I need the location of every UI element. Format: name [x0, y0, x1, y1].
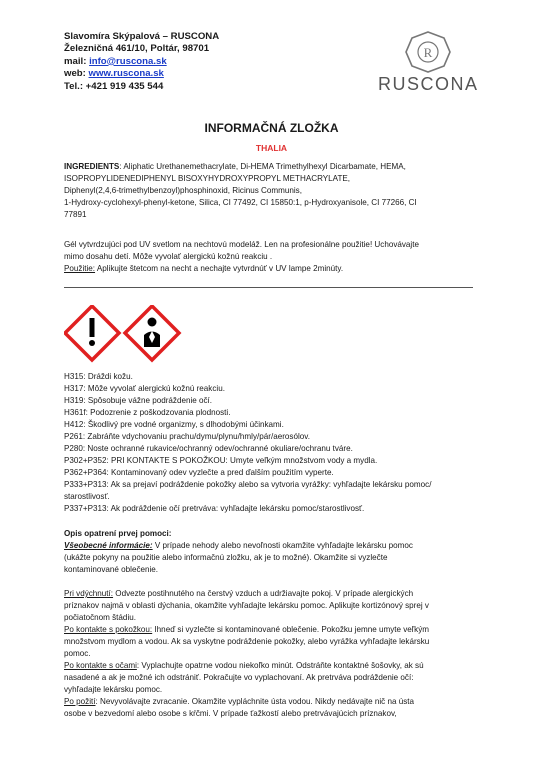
- company-name: Slavomíra Skýpalová – RUSCONA: [64, 31, 220, 42]
- page-title: INFORMAČNÁ ZLOŽKA: [204, 121, 339, 135]
- ingredients-section: [64, 161, 484, 221]
- first-aid-heading: Opis opatrení prvej pomoci:: [64, 529, 172, 538]
- hazard-line: H412: Škodlivý pre vodné organizmy, s dlhodobými účinkami.: [64, 420, 284, 429]
- description-section: [64, 239, 484, 275]
- hazard-statements: [64, 371, 504, 515]
- ingestion-label: Po požití: [64, 697, 96, 706]
- first-aid-text: príznakov najmä v oblasti dýchania, okamžite vyhľadajte lekársku pomoc. Aplikujte kortizónový sprej v: [64, 601, 429, 610]
- contact-block: [64, 31, 219, 93]
- hazard-line: H319: Spôsobuje vážne podráždenie očí.: [64, 396, 213, 405]
- svg-text:R: R: [423, 45, 433, 60]
- first-aid-text: vyhľadajte lekársku pomoc.: [64, 685, 163, 694]
- first-aid-text: pomoc.: [64, 649, 91, 658]
- ingredients-line: ISOPROPYLIDENEDIPHENYL BISOXYHYDROXYPROPYL METHACRYLATE,: [64, 174, 351, 183]
- hazard-line: P333+P313: Ak sa prejaví podráždenie pokožky alebo sa vytvoria vyrážky: vyhľadajte lekársku pomoc/: [64, 480, 432, 489]
- first-aid-text: nasadené a ak je možné ich odstrániť. Pokračujte vo vyplachovaní. Ak pretrváva podráždenie očí:: [64, 673, 414, 682]
- first-aid-text: množstvom mydlom a vodou. Ak sa vyskytne podráždenie pokožky, alebo vyrážka vyhľadajte lekársku: [64, 637, 430, 646]
- inhalation-label: Pri vdýchnutí:: [64, 589, 114, 598]
- mail-link[interactable]: info@ruscona.sk: [89, 55, 167, 67]
- company-address: Železničná 461/10, Poltár, 98701: [64, 43, 210, 55]
- web-link[interactable]: www.ruscona.sk: [88, 68, 164, 80]
- hazard-line: P302+P352: PRI KONTAKTE S POKOŽKOU: Umyte veľkým množstvom vody a mydla.: [64, 456, 378, 465]
- usage-text: Aplikujte štetcom na necht a nechajte vytvrdnúť v UV lampe 2minúty.: [95, 264, 344, 273]
- ingredients-line: Diphenyl(2,4,6-trimethylbenzoyl)phosphinoxid, Ricinus Communis,: [64, 186, 302, 195]
- skin-contact-label: Po kontakte s pokožkou:: [64, 625, 153, 634]
- first-aid-text: kontaminované oblečenie.: [64, 565, 159, 574]
- first-aid-text: Odvezte postihnutého na čerstvý vzduch a udržiavajte pokoj. V prípade alergických: [113, 589, 414, 598]
- first-aid-text: počiatočnom štádiu.: [64, 613, 136, 622]
- ingredients-label: INGREDIENTS: [64, 162, 120, 171]
- ingredients-line: 77891: [64, 210, 87, 219]
- eye-contact-label: Po kontakte s očami: [64, 661, 137, 670]
- hazard-line: H317: Môže vyvolať alergickú kožnú reakciu.: [64, 384, 225, 393]
- phone-line: Tel.: +421 919 435 544: [64, 80, 164, 92]
- hazard-line: H315: Dráždi kožu.: [64, 372, 133, 381]
- hazard-line: P362+P364: Kontaminovaný odev vyzlečte a pred ďalším použitím vyperte.: [64, 468, 334, 477]
- mail-line: [64, 56, 219, 68]
- first-aid-text: Ihneď si vyzlečte si kontaminované oblečenie. Pokožku jemne umyte veľkým: [152, 625, 429, 634]
- product-name: THALIA: [255, 143, 288, 153]
- general-info-label: Všeobecné informácie:: [64, 541, 153, 550]
- web-label: web:: [64, 68, 86, 80]
- description-line: mimo dosahu detí. Môže vyvolať alergickú kožnú reakciu .: [64, 252, 273, 261]
- first-aid-text: : Nevyvolávajte zvracanie. Okamžite vypláchnite ústa vodou. Nikdy nedávajte nič na ústa: [95, 697, 415, 706]
- logo-wordmark: RUSCONA: [378, 74, 479, 94]
- ingredients-line: : Aliphatic Urethanemethacrylate, Di-HEMA Trimethylhexyl Dicarbamate, HEMA,: [119, 162, 406, 171]
- ingredients-line: 1-Hydroxy-cyclohexyl-phenyl-ketone, Silica, CI 77492, CI 15850:1, p-Hydroxyanisole, CI 77266, CI: [64, 198, 417, 207]
- first-aid-text: : Vyplachujte opatrne vodou niekoľko minút. Odstráňte kontaktné šošovky, ak sú: [136, 661, 424, 670]
- web-line: [64, 68, 219, 80]
- divider: [64, 287, 473, 288]
- logo-emblem-icon: [378, 30, 478, 74]
- hazard-line: P261: Zabráňte vdychovaniu prachu/dymu/plynu/hmly/pár/aerosólov.: [64, 432, 310, 441]
- first-aid-text: osobe v bezvedomí alebo osobe s kŕčmi. V prípade ťažkostí alebo pretrvávajúcich príznakov,: [64, 709, 397, 718]
- mail-label: mail:: [64, 55, 87, 67]
- first-aid-text: V prípade nehody alebo nevoľnosti okamžite vyhľadajte lekársku pomoc: [152, 541, 413, 550]
- first-aid-section: [64, 528, 504, 720]
- first-aid-text: (ukážte pokyny na použitie alebo informačnú zložku, ak je to možné). Okamžite si vyzlečte: [64, 553, 388, 562]
- hazard-line: starostlivosť.: [64, 492, 110, 501]
- description-line: Gél vytvrdzujúci pod UV svetlom na nechtovú modeláž. Len na profesionálne použitie! Uchovávajte: [64, 240, 419, 249]
- hazard-line: P280: Noste ochranné rukavice/ochranný odev/ochranné okuliare/ochranu tváre.: [64, 444, 353, 453]
- usage-label: Použitie:: [64, 264, 96, 273]
- ruscona-logo: [378, 30, 478, 102]
- hazard-line: H361f: Podozrenie z poškodzovania plodnosti.: [64, 408, 231, 417]
- hazard-line: P337+P313: Ak podráždenie očí pretrváva: vyhľadajte lekársku pomoc/starostlivosť.: [64, 504, 365, 513]
- ghs-pictograms: [64, 305, 184, 365]
- health-hazard-icon: [125, 306, 179, 360]
- exclamation-icon: [65, 306, 119, 360]
